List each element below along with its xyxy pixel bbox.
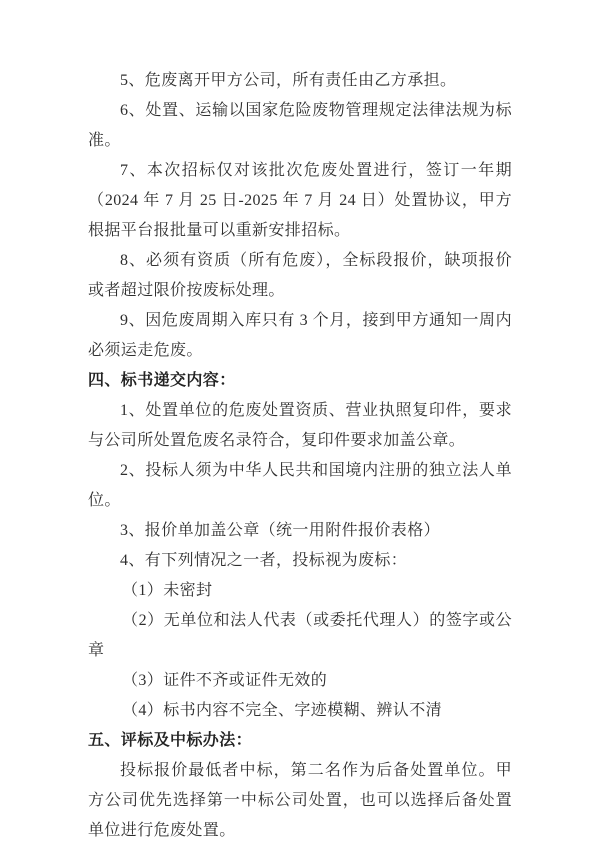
list-item-4: 4、有下列情况之一者，投标视为废标： (120, 552, 408, 569)
closing-paragraph: 投标报价最低者中标，第二名作为后备处置单位。甲方公司优先选择第一中标公司处置，也可以选择后备处置单位进行危废处置。 (88, 762, 512, 839)
list-item-7: 7、本次招标仅对该批次危废处置进行，签订一年期（2024 年 7 月 25 日-2025 年 7 月 24 日）处置协议，甲方根据平台报批量可以重新安排招标。 (88, 162, 512, 239)
sub-item-paren-3: （3）证件不齐或证件无效的 (122, 672, 328, 689)
list-item-3: 3、报价单加盖公章（统一用附件报价表格） (120, 522, 441, 539)
list-item-2: 2、投标人须为中华人民共和国境内注册的独立法人单位。 (88, 462, 512, 509)
section-heading-4: 四、标书递交内容： (88, 372, 236, 389)
sub-item-paren-1: （1）未密封 (122, 582, 213, 599)
sub-item-paren-2: （2）无单位和法人代表（或委托代理人）的签字或公章 (88, 612, 512, 659)
list-item-5: 5、危废离开甲方公司，所有责任由乙方承担。 (120, 72, 457, 89)
list-item-9: 9、因危废周期入库只有 3 个月，接到甲方通知一周内必须运走危废。 (88, 312, 512, 359)
list-item-8: 8、必须有资质（所有危废），全标段报价，缺项报价或者超过限价按废标处理。 (88, 252, 512, 299)
list-item-1: 1、处置单位的危废处置资质、营业执照复印件，要求与公司所处置危废名录符合，复印件要求加盖公章。 (88, 402, 512, 449)
list-item-6: 6、处置、运输以国家危险废物管理规定法律法规为标准。 (88, 102, 512, 149)
section-heading-5: 五、评标及中标办法： (88, 732, 253, 749)
sub-item-paren-4: （4）标书内容不完全、字迹模糊、辨认不清 (122, 702, 443, 719)
